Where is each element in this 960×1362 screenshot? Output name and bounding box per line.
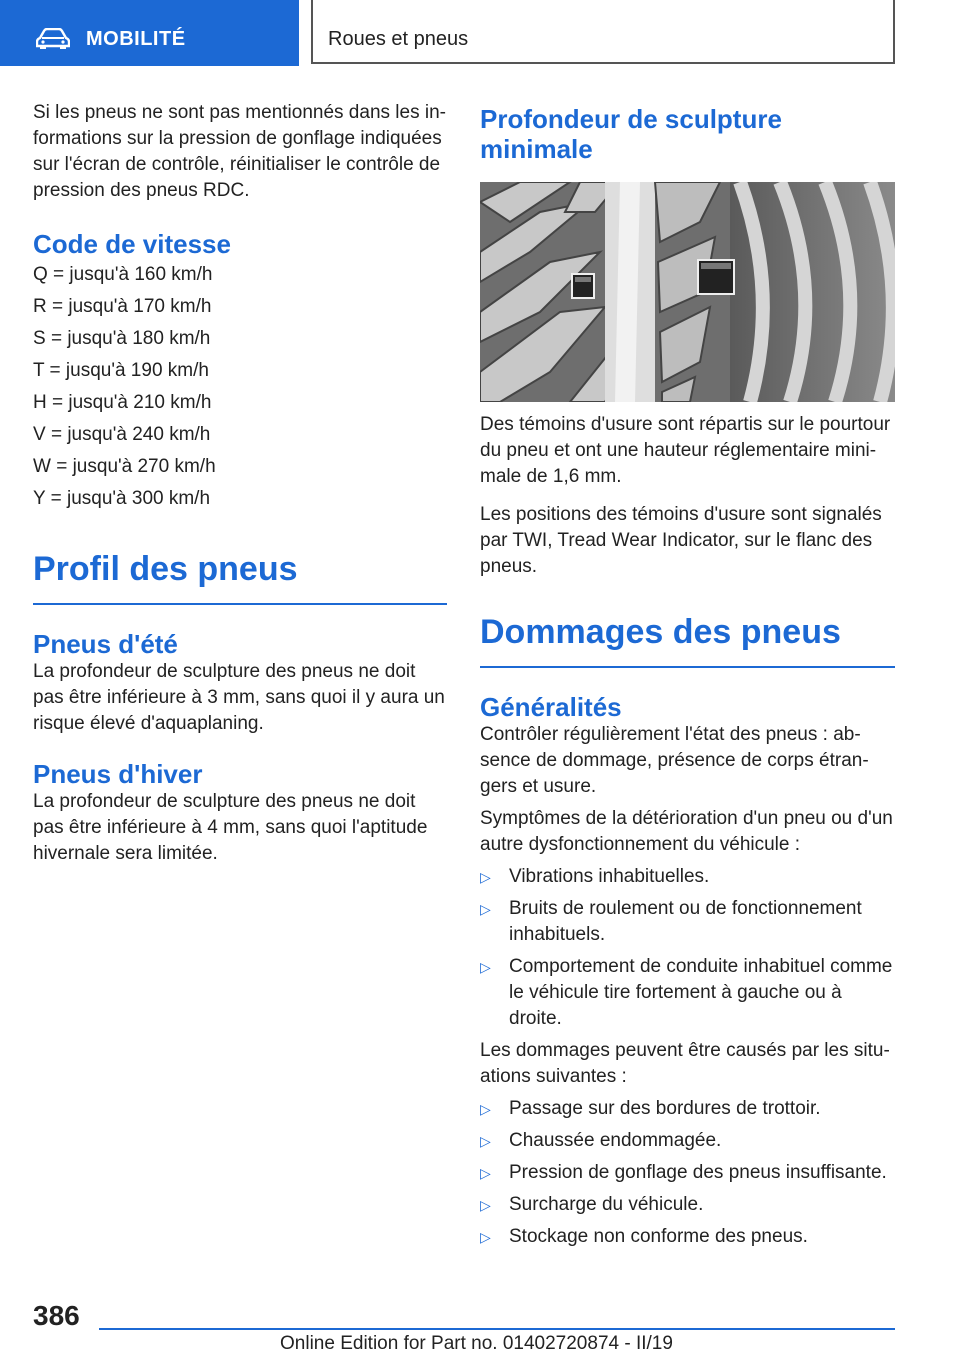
- cause-text: Chaussée endommagée.: [509, 1130, 722, 1151]
- speed-code-item: V = jusqu'à 240 km/h: [33, 424, 211, 445]
- tread-depth-heading: Profondeur de sculpture minimale: [480, 104, 782, 164]
- speed-code-item: R = jusqu'à 170 km/h: [33, 296, 212, 317]
- right-column: [480, 100, 895, 1250]
- list-item: [480, 1096, 895, 1122]
- list-item: [480, 896, 895, 948]
- general-heading: Généralités: [480, 692, 622, 722]
- symptom-text: Bruits de roulement ou de fonctionnement inhabituels.: [509, 898, 862, 945]
- car-icon: [36, 28, 70, 50]
- cause-text: Stockage non conforme des pneus.: [509, 1226, 808, 1247]
- triangle-bullet-icon: ▷: [480, 1165, 491, 1181]
- speed-code-item: Q = jusqu'à 160 km/h: [33, 264, 213, 285]
- page-number: 386: [33, 1300, 80, 1331]
- speed-code-item: Y = jusqu'à 300 km/h: [33, 488, 211, 509]
- chapter-header: [311, 0, 895, 64]
- speed-code-item: T = jusqu'à 190 km/h: [33, 360, 209, 381]
- profile-heading: Profil des pneus: [33, 549, 447, 605]
- damage-heading: Dommages des pneus: [480, 612, 895, 668]
- triangle-bullet-icon: ▷: [480, 1197, 491, 1213]
- causes-list: [480, 1096, 895, 1250]
- triangle-bullet-icon: ▷: [480, 1101, 491, 1117]
- speed-code-list: [33, 259, 447, 515]
- causes-intro: Les dommages peuvent être causés par les situations suivantes :: [480, 1040, 890, 1087]
- winter-tires-text: La profondeur de sculpture des pneus ne doit pas être inférieure à 4 mm, sans quoi l'aptitude hivernale sera limitée.: [33, 791, 428, 864]
- triangle-bullet-icon: ▷: [480, 1229, 491, 1245]
- list-item: [480, 864, 895, 890]
- summer-tires-heading: Pneus d'été: [33, 629, 178, 659]
- triangle-bullet-icon: ▷: [480, 959, 491, 975]
- list-item: [480, 1192, 895, 1218]
- general-text-2: Symptômes de la détérioration d'un pneu ou d'un autre dysfonctionnement du véhicule :: [480, 808, 893, 855]
- tread-text-1: Des témoins d'usure sont répartis sur le pourtour du pneu et ont une hauteur réglementaire minimale de 1,6 mm.: [480, 414, 891, 487]
- footer-divider: [99, 1328, 895, 1330]
- list-item: [480, 1128, 895, 1154]
- section-label: MOBILITÉ: [86, 28, 186, 50]
- symptom-list: [480, 864, 895, 1032]
- triangle-bullet-icon: ▷: [480, 901, 491, 917]
- symptom-text: Comportement de conduite inhabituel comme le véhicule tire fortement à gauche ou à droite.: [509, 956, 893, 1029]
- summer-tires-text: La profondeur de sculpture des pneus ne doit pas être inférieure à 3 mm, sans quoi il y aura un risque élevé d'aquaplaning.: [33, 661, 445, 734]
- speed-code-item: S = jusqu'à 180 km/h: [33, 328, 211, 349]
- winter-tires-heading: Pneus d'hiver: [33, 759, 203, 789]
- general-text-1: Contrôler régulièrement l'état des pneus : absence de dommage, présence de corps étrangers et usure.: [480, 724, 869, 797]
- left-column: [33, 100, 447, 867]
- cause-text: Passage sur des bordures de trottoir.: [509, 1098, 821, 1119]
- triangle-bullet-icon: ▷: [480, 1133, 491, 1149]
- tread-text-2: Les positions des témoins d'usure sont signalés par TWI, Tread Wear Indicator, sur le flanc des pneus.: [480, 504, 882, 577]
- list-item: [480, 954, 895, 1032]
- speed-code-heading: Code de vitesse: [33, 229, 231, 259]
- triangle-bullet-icon: ▷: [480, 869, 491, 885]
- cause-text: Surcharge du véhicule.: [509, 1194, 704, 1215]
- cause-text: Pression de gonflage des pneus insuffisante.: [509, 1162, 887, 1183]
- speed-code-item: W = jusqu'à 270 km/h: [33, 456, 216, 477]
- edition-label: Online Edition for Part no. 01402720874 - II/19: [280, 1333, 673, 1354]
- speed-code-item: H = jusqu'à 210 km/h: [33, 392, 212, 413]
- symptom-text: Vibrations inhabituelles.: [509, 866, 710, 887]
- chapter-title: Roues et pneus: [328, 28, 469, 50]
- intro-paragraph: Si les pneus ne sont pas mentionnés dans les informations sur la pression de gonflage indiquées sur l'écran de contrôle, réinitialiser le contrôle de pression des pneus RDC.: [33, 102, 446, 201]
- tread-wear-indicator-image: [480, 182, 895, 402]
- list-item: [480, 1160, 895, 1186]
- section-tab: [0, 0, 299, 66]
- list-item: [480, 1224, 895, 1250]
